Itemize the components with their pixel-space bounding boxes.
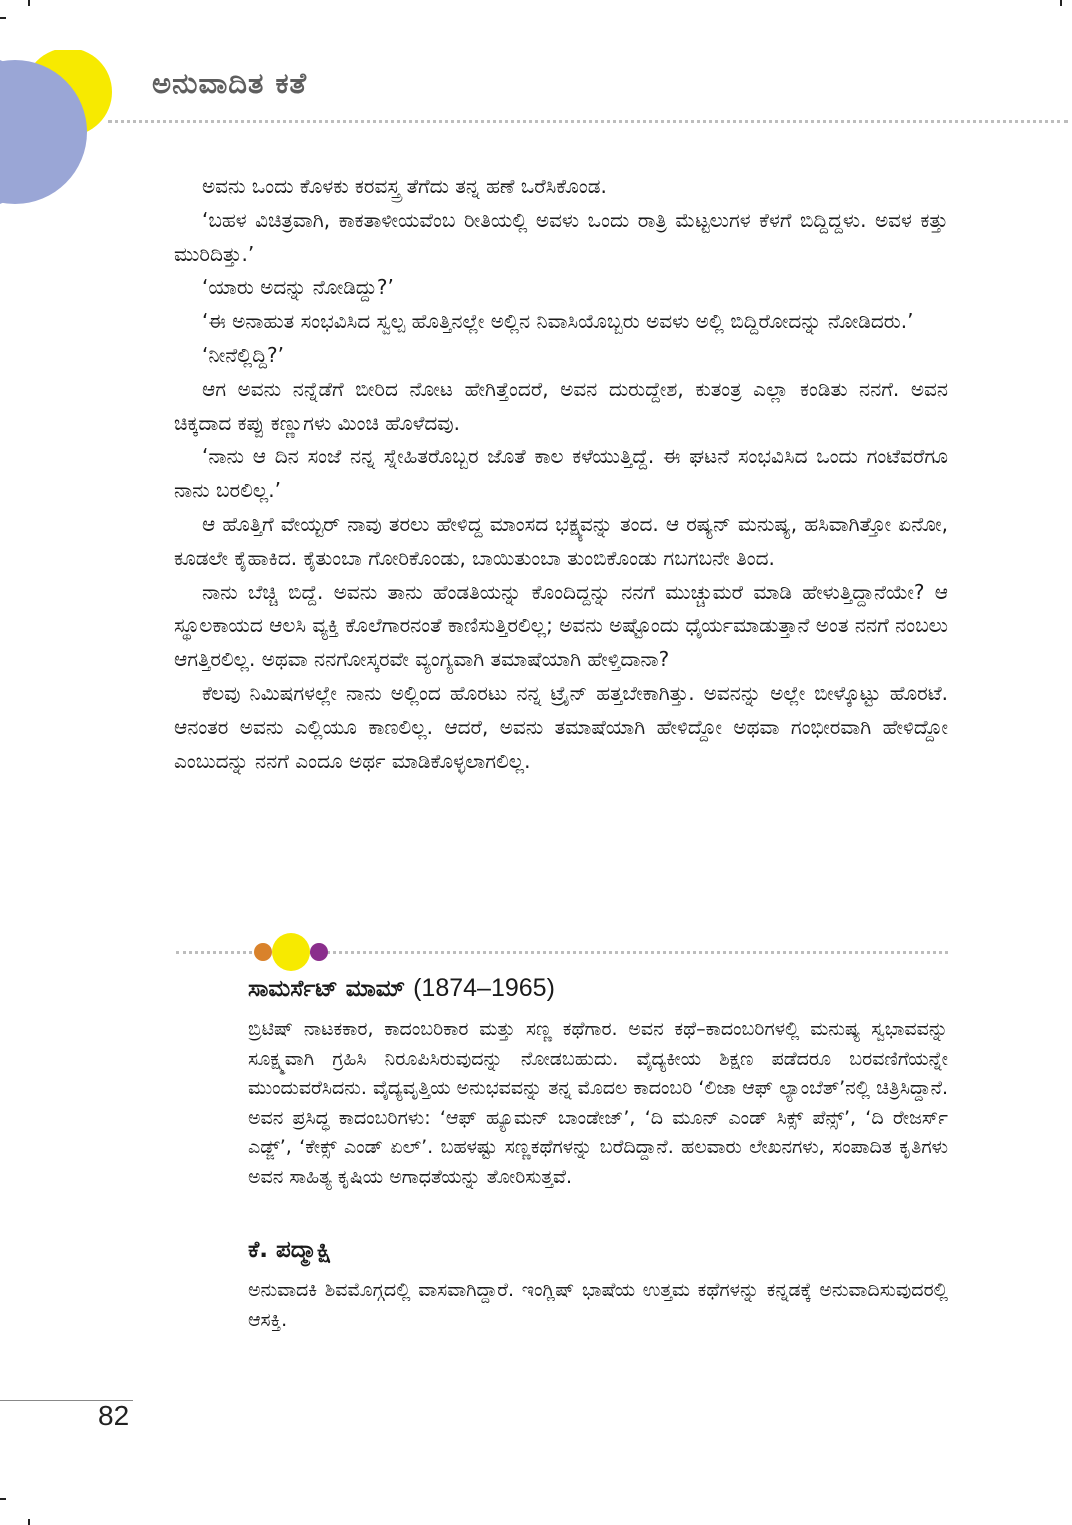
purple-dot (310, 943, 328, 961)
story-paragraph: ಕೆಲವು ನಿಮಿಷಗಳಲ್ಲೇ ನಾನು ಅಲ್ಲಿಂದ ಹೊರಟು ನನ್ನ ಟ್ರೈನ್ ಹತ್ತಬೇಕಾಗಿತ್ತು. ಅವನನ್ನು ಅಲ್ಲೇ ಬೀಳ್ಕೊಟ್ಟು ಹೊರಟೆ. ಆನಂತರ ಅವನು ಎಲ್ಲಿಯೂ ಕಾಣಲಿಲ್ಲ. ಆದರೆ, ಅವನು ತಮಾಷೆಯಾಗಿ ಹೇಳಿದ್ದೋ ಅಥವಾ ಗಂಭೀರವಾಗಿ ಹೇಳಿದ್ದೋ ಎಂಬುದನ್ನು ನನಗೆ ಎಂದೂ ಅರ್ಥ ಮಾಡಿಕೊಳ್ಳಲಾಗಲಿಲ್ಲ. (174, 680, 948, 773)
story-paragraph: ‘ನಾನು ಆ ದಿನ ಸಂಜೆ ನನ್ನ ಸ್ನೇಹಿತರೊಬ್ಬರ ಜೊತೆ ಕಾಲ ಕಳೆಯುತ್ತಿದ್ದೆ. ಈ ಘಟನೆ ಸಂಭವಿಸಿದ ಒಂದು ಗಂಟೆವರೆಗೂ ನಾನು ಬರಲಿಲ್ಲ.’ (174, 444, 948, 503)
story-paragraph: ಆ ಹೊತ್ತಿಗೆ ವೇಯ್ಟರ್ ನಾವು ತರಲು ಹೇಳಿದ್ದ ಮಾಂಸದ ಭಕ್ಷ್ಯವನ್ನು ತಂದ. ಆ ರಷ್ಯನ್ ಮನುಷ್ಯ, ಹಸಿವಾಗಿತ್ತೋ ಏನೋ, ಕೂಡಲೇ ಕೈಹಾಕಿದ. ಕೈತುಂಬಾ ಗೋರಿಕೊಂಡು, ಬಾಯಿತುಂಬಾ ತುಂಬಿಕೊಂಡು ಗಬಗಬನೇ ತಿಂದ. (174, 511, 948, 570)
story-paragraph: ನಾನು ಬೆಚ್ಚಿ ಬಿದ್ದೆ. ಅವನು ತಾನು ಹೆಂಡತಿಯನ್ನು ಕೊಂದಿದ್ದನ್ನು ನನಗೆ ಮುಚ್ಚುಮರೆ ಮಾಡಿ ಹೇಳುತ್ತಿದ್ದಾನೆಯೇ? ಆ ಸ್ಥೂಲಕಾಯದ ಆಲಸಿ ವ್ಯಕ್ತಿ ಕೊಲೆಗಾರನಂತೆ ಕಾಣಿಸುತ್ತಿರಲಿಲ್ಲ; ಅವನು ಅಷ್ಟೊಂದು ಧೈರ್ಯಮಾಡುತ್ತಾನೆ ಅಂತ ನನಗೆ ನಂಬಲು ಆಗತ್ತಿರಲಿಲ್ಲ. ಅಥವಾ ನನಗೋಸ್ಕರವೇ ವ್ಯಂಗ್ಯವಾಗಿ ತಮಾಷೆಯಾಗಿ ಹೇಳ್ತಿದಾನಾ? (174, 579, 948, 672)
page-header-title: ಅನುವಾದಿತ ಕತೆ (152, 66, 308, 100)
author-name: ಸಾಮರ್ಸೆಟ್ ಮಾಮ್ (248, 976, 406, 1002)
story-paragraph: ಅವನು ಒಂದು ಕೊಳಕು ಕರವಸ್ತ್ರ ತೆಗೆದು ತನ್ನ ಹಣೆ ಒರೆಸಿಕೊಂಡ. (202, 174, 607, 198)
header-divider (108, 120, 1068, 123)
author-bio: ಬ್ರಿಟಿಷ್ ನಾಟಕಕಾರ, ಕಾದಂಬರಿಕಾರ ಮತ್ತು ಸಣ್ಣ ಕಥೆಗಾರ. ಅವನ ಕಥೆ–ಕಾದಂಬರಿಗಳಲ್ಲಿ ಮನುಷ್ಯ ಸ್ವಭಾವವನ್ನು ಸೂಕ್ಷ್ಮವಾಗಿ ಗ್ರಹಿಸಿ ನಿರೂಪಿಸಿರುವುದನ್ನು ನೋಡಬಹುದು. ವೈದ್ಯಕೀಯ ಶಿಕ್ಷಣ ಪಡೆದರೂ ಬರವಣಿಗೆಯನ್ನೇ ಮುಂದುವರೆಸಿದನು. ವೈದ್ಯವೃತ್ತಿಯ ಅನುಭವವನ್ನು ತನ್ನ ಮೊದಲ ಕಾದಂಬರಿ ‘ಲಿಜಾ ಆಫ್ ಲ್ಯಾಂಬೆತ್’ನಲ್ಲಿ ಚಿತ್ರಿಸಿದ್ದಾನೆ. ಅವನ ಪ್ರಸಿದ್ಧ ಕಾದಂಬರಿಗಳು: ‘ಆಫ್ ಹ್ಯೂಮನ್ ಬಾಂಡೇಜ್’, ‘ದಿ ಮೂನ್ ಎಂಡ್ ಸಿಕ್ಸ್ ಪೆನ್ಸ್’, ‘ದಿ ರೇಜರ್ಸ್ ಎಡ್ಜ್’, ‘ಕೇಕ್ಸ್ ಎಂಡ್ ಏಲ್’. ಬಹಳಷ್ಟು ಸಣ್ಣಕಥೆಗಳನ್ನು ಬರೆದಿದ್ದಾನೆ. ಹಲವಾರು ಲೇಖನಗಳು, ಸಂಪಾದಿತ ಕೃತಿಗಳು ಅವನ ಸಾಹಿತ್ಯ ಕೃಷಿಯ ಅಗಾಧತೆಯನ್ನು ತೋರಿಸುತ್ತವೆ. (248, 1018, 948, 1188)
story-body (174, 170, 948, 778)
author-block (248, 968, 948, 1192)
author-heading (248, 968, 948, 1009)
translator-block (248, 1230, 948, 1335)
author-notes (248, 968, 948, 1335)
crop-mark (28, 0, 30, 6)
story-paragraph: ‘ಈ ಅನಾಹುತ ಸಂಭವಿಸಿದ ಸ್ವಲ್ಪ ಹೊತ್ತಿನಲ್ಲೇ ಅಲ್ಲಿನ ನಿವಾಸಿಯೊಬ್ಬರು ಅವಳು ಅಲ್ಲಿ ಬಿದ್ದಿರೋದನ್ನು ನೋಡಿದರು.’ (202, 309, 914, 334)
crop-mark (0, 17, 6, 19)
header-decoration (0, 50, 125, 210)
crop-mark (0, 1498, 6, 1500)
orange-dot (254, 943, 272, 961)
crop-mark (1060, 0, 1062, 6)
yellow-dot (272, 933, 310, 971)
author-years: (1874–1965) (413, 974, 555, 1002)
translator-bio: ಅನುವಾದಕಿ ಶಿವಮೊಗ್ಗದಲ್ಲಿ ವಾಸವಾಗಿದ್ದಾರೆ. ಇಂಗ್ಲಿಷ್ ಭಾಷೆಯ ಉತ್ತಮ ಕಥೆಗಳನ್ನು ಕನ್ನಡಕ್ಕೆ ಅನುವಾದಿಸುವುದರಲ್ಲಿ ಆಸಕ್ತಿ. (248, 1279, 948, 1331)
story-paragraph: ಆಗ ಅವನು ನನ್ನೆಡೆಗೆ ಬೀರಿದ ನೋಟ ಹೇಗಿತ್ತೆಂದರೆ, ಅವನ ದುರುದ್ದೇಶ, ಕುತಂತ್ರ ಎಲ್ಲಾ ಕಂಡಿತು ನನಗೆ. ಅವನ ಚಿಕ್ಕದಾದ ಕಪ್ಪು ಕಣ್ಣುಗಳು ಮಿಂಚಿ ಹೊಳೆದವು. (174, 376, 948, 435)
crop-mark (28, 1519, 30, 1525)
story-paragraph: ‘ಬಹಳ ವಿಚಿತ್ರವಾಗಿ, ಕಾಕತಾಳೀಯವೆಂಬ ರೀತಿಯಲ್ಲಿ ಅವಳು ಒಂದು ರಾತ್ರಿ ಮೆಟ್ಟಲುಗಳ ಕೆಳಗೆ ಬಿದ್ದಿದ್ದಳು. ಅವಳ ಕತ್ತು ಮುರಿದಿತ್ತು.’ (174, 207, 948, 266)
page-number: 82 (98, 1400, 130, 1431)
story-paragraph: ‘ನೀನೆಲ್ಲಿದ್ದಿ?’ (202, 342, 284, 367)
translator-name: ಕೆ. ಪದ್ಮಾಕ್ಷಿ (248, 1237, 332, 1263)
story-paragraph: ‘ಯಾರು ಅದನ್ನು ನೋಡಿದ್ದು?’ (202, 275, 394, 300)
